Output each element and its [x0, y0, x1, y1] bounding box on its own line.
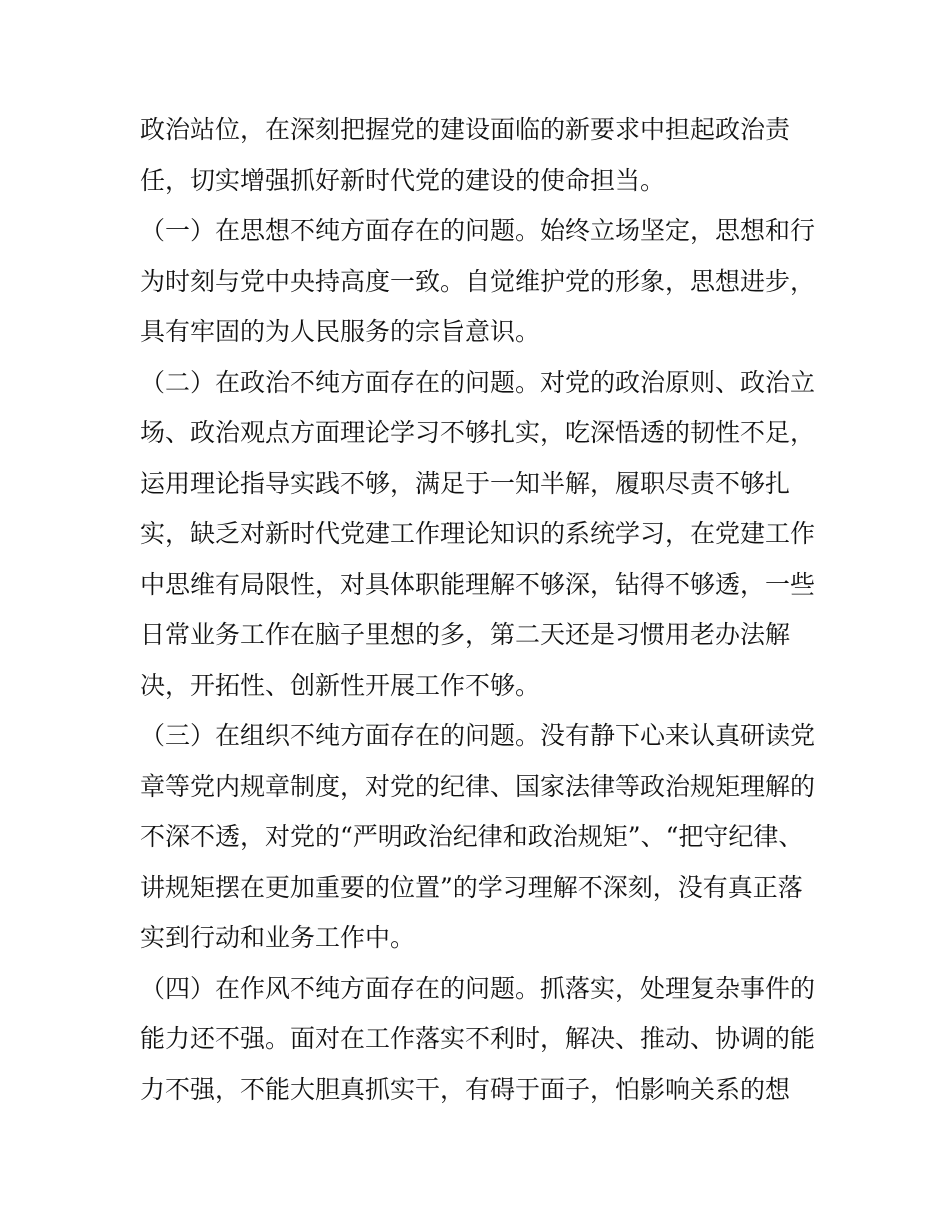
document-body — [140, 105, 820, 1115]
text-line: 不深不透，对党的“严明政治纪律和政治规矩”、“把守纪律、 — [140, 822, 804, 851]
text-line: 场、政治观点方面理论学习不够扎实，吃深悟透的韧性不足， — [140, 418, 816, 447]
text-line: 具有牢固的为人民服务的宗旨意识。 — [140, 317, 541, 346]
text-line: 中思维有局限性，对具体职能理解不够深，钻得不够透，一些 — [140, 569, 816, 599]
text-line: （一）在思想不纯方面存在的问题。始终立场坚定，思想和行 — [140, 216, 816, 245]
text-line: 实，缺乏对新时代党建工作理论知识的系统学习，在党建工作 — [140, 519, 816, 548]
text-line: 讲规矩摆在更加重要的位置”的学习理解不深刻，没有真正落 — [140, 872, 803, 902]
text-line: 决，开拓性、创新性开展工作不够。 — [140, 670, 541, 700]
text-line: （二）在政治不纯方面存在的问题。对党的政治原则、政治立 — [140, 367, 816, 397]
text-line: 实到行动和业务工作中。 — [140, 923, 416, 952]
text-line: （三）在组织不纯方面存在的问题。没有静下心来认真研读党 — [140, 721, 816, 750]
text-line: 日常业务工作在脑子里想的多，第二天还是习惯用老办法解 — [140, 620, 791, 649]
text-line: 政治站位，在深刻把握党的建设面临的新要求中担起政治责 — [140, 115, 791, 144]
text-line: 任，切实增强抓好新时代党的建设的使命担当。 — [140, 165, 666, 195]
text-line: 章等党内规章制度，对党的纪律、国家法律等政治规矩理解的 — [140, 771, 816, 801]
text-line: 力不强，不能大胆真抓实干，有碍于面子，怕影响关系的想 — [140, 1074, 791, 1104]
text-line: （四）在作风不纯方面存在的问题。抓落实，处理复杂事件的 — [140, 973, 816, 1003]
text-line: 能力还不强。面对在工作落实不利时，解决、推动、协调的能 — [140, 1024, 816, 1053]
text-line: 运用理论指导实践不够，满足于一知半解，履职尽责不够扎 — [140, 468, 791, 498]
text-line: 为时刻与党中央持高度一致。自觉维护党的形象，思想进步， — [140, 266, 816, 296]
